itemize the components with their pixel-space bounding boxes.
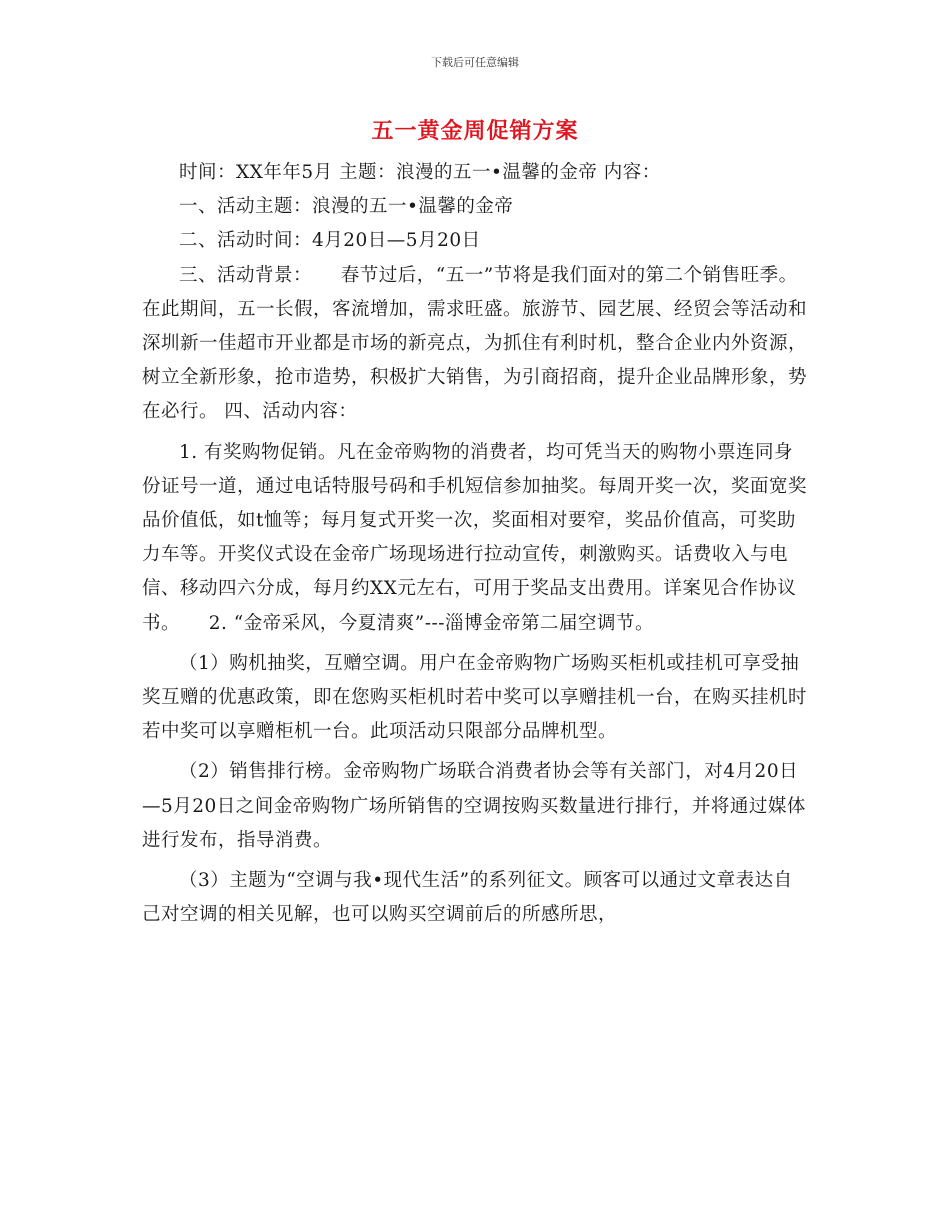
paragraph-prize-promotion: 1. 有奖购物促销。凡在金帝购物的消费者，均可凭当天的购物小票连同身份证号一道，通过电话特服号码和手机短信参加抽奖。每周开奖一次，奖面宽奖品价值低，如t恤等；每月复式开奖一次，奖面相对要窄，奖品价值高，可奖助力车等。开奖仪式设在金帝广场现场进行拉动宣传，刺激购买。话费收入与电信、移动四六分成，每月约XX元左右，可用于奖品支出费用。详案见合作协议书。 2. “金帝采风，今夏清爽”---淄博金帝第二届空调节。 [142, 441, 808, 634]
paragraph-activity-theme: 一、活动主题：浪漫的五一•温馨的金帝 [179, 196, 514, 218]
document-title: 五一黄金周促销方案 [371, 119, 579, 144]
header-note: 下载后可任意编辑 [431, 56, 519, 69]
paragraph-activity-background: 三、活动背景： 春节过后，“五一”节将是我们面对的第二个销售旺季。在此期间，五一长假，客流增加，需求旺盛。旅游节、园艺展、经贸会等活动和深圳新一佳超市开业都是市场的新亮点，为抓住有利时机，整合企业内外资源，树立全新形象，抢市造势，积极扩大销售，为引商招商，提升企业品牌形象，势在必行。 四、活动内容： [142, 264, 808, 423]
paragraph-time-theme: 时间：XX年年5月 主题：浪漫的五一•温馨的金帝 内容： [179, 162, 661, 183]
paragraph-essay-contest: （3）主题为“空调与我•现代生活”的系列征文。顾客可以通过文章表达自己对空调的相关见解，也可以购买空调前后的所感所思， [142, 870, 793, 926]
paragraph-lottery-gift: （1）购机抽奖，互赠空调。用户在金帝购物广场购买柜机或挂机可享受抽奖互赠的优惠政策，即在您购买柜机时若中奖可以享赠挂机一台，在购买挂机时若中奖可以享赠柜机一台。此项活动只限部分品牌机型。 [142, 652, 808, 743]
paragraph-activity-time: 二、活动时间：4月20日—5月20日 [179, 230, 481, 252]
paragraph-sales-ranking: （2）销售排行榜。金帝购物广场联合消费者协会等有关部门，对4月20日—5月20日之间金帝购物广场所销售的空调按购买数量进行排行，并将通过媒体进行发布，指导消费。 [142, 761, 806, 851]
document-body [142, 156, 810, 932]
